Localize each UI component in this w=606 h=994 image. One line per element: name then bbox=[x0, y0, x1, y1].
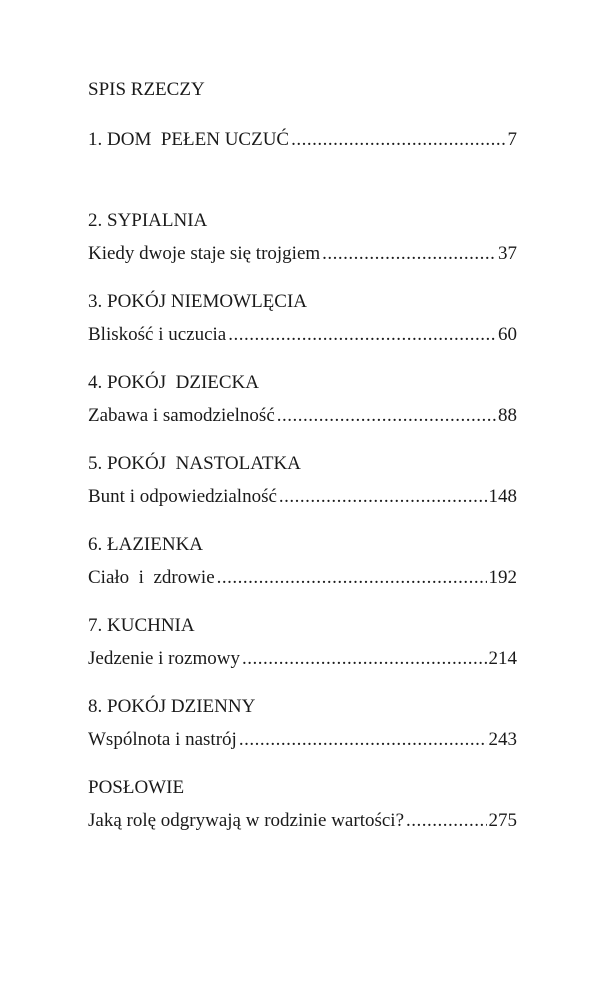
toc-entry[interactable] bbox=[88, 809, 517, 833]
page-number: 60 bbox=[498, 324, 517, 345]
toc-section-2 bbox=[88, 209, 517, 290]
section-heading: 5. POKÓJ NASTOLATKA bbox=[88, 453, 301, 474]
section-heading: 8. POKÓJ DZIENNY bbox=[88, 696, 256, 717]
toc-entry-heading bbox=[88, 452, 517, 476]
toc-section-8 bbox=[88, 695, 517, 776]
toc-section-3 bbox=[88, 290, 517, 371]
toc-entry-heading bbox=[88, 290, 517, 314]
dot-leader bbox=[242, 647, 487, 671]
page-number: 192 bbox=[488, 567, 517, 588]
section-heading: 3. POKÓJ NIEMOWLĘCIA bbox=[88, 291, 308, 312]
toc-section-7 bbox=[88, 614, 517, 695]
toc-entry[interactable] bbox=[88, 485, 517, 509]
section-subtitle: Jaką rolę odgrywają w rodzinie wartości? bbox=[88, 810, 405, 831]
toc-section-9 bbox=[88, 776, 517, 857]
toc-entry-heading bbox=[88, 371, 517, 395]
toc-entry[interactable] bbox=[88, 404, 517, 428]
dot-leader bbox=[279, 485, 487, 509]
toc-section-6 bbox=[88, 533, 517, 614]
toc-entry[interactable] bbox=[88, 728, 517, 752]
page-number: 214 bbox=[488, 648, 517, 669]
section-subtitle: Zabawa i samodzielność bbox=[88, 405, 275, 426]
toc-entry-heading bbox=[88, 209, 517, 233]
toc-entry-heading bbox=[88, 614, 517, 638]
toc-section-5 bbox=[88, 452, 517, 533]
section-subtitle: Wspólnota i nastrój bbox=[88, 729, 237, 750]
toc-entry[interactable] bbox=[88, 647, 517, 671]
section-heading: 2. SYPIALNIA bbox=[88, 210, 208, 231]
section-subtitle: Jedzenie i rozmowy bbox=[88, 648, 240, 669]
section-heading: 4. POKÓJ DZIECKA bbox=[88, 372, 259, 393]
toc-sections bbox=[88, 128, 517, 857]
page-number: 148 bbox=[488, 486, 517, 507]
toc-entry-heading bbox=[88, 533, 517, 557]
toc-entry[interactable] bbox=[88, 566, 517, 590]
toc-section-1 bbox=[88, 128, 517, 209]
section-heading: 6. ŁAZIENKA bbox=[88, 534, 204, 555]
dot-leader bbox=[239, 728, 487, 752]
dot-leader bbox=[217, 566, 487, 590]
section-subtitle: Kiedy dwoje staje się trojgiem bbox=[88, 243, 321, 264]
page-number: 243 bbox=[488, 729, 517, 750]
toc-title: SPIS RZECZY bbox=[88, 79, 205, 100]
dot-leader bbox=[291, 128, 505, 152]
toc-entry[interactable] bbox=[88, 242, 517, 266]
toc-entry[interactable] bbox=[88, 323, 517, 347]
section-subtitle: Bliskość i uczucia bbox=[88, 324, 227, 345]
section-subtitle: Bunt i odpowiedzialność bbox=[88, 486, 277, 507]
toc-entry-heading bbox=[88, 695, 517, 719]
dot-leader bbox=[277, 404, 496, 428]
page-number: 275 bbox=[488, 810, 517, 831]
toc-section-4 bbox=[88, 371, 517, 452]
page-number: 88 bbox=[498, 405, 517, 426]
section-heading: 1. DOM PEŁEN UCZUĆ bbox=[88, 129, 290, 150]
section-heading: 7. KUCHNIA bbox=[88, 615, 195, 636]
section-subtitle: Ciało i zdrowie bbox=[88, 567, 215, 588]
toc-entry-heading[interactable] bbox=[88, 128, 517, 152]
page-number: 37 bbox=[498, 243, 517, 264]
dot-leader bbox=[406, 809, 486, 833]
toc-entry-heading bbox=[88, 776, 517, 800]
dot-leader bbox=[322, 242, 496, 266]
page-number: 7 bbox=[507, 129, 517, 150]
section-heading: POSŁOWIE bbox=[88, 777, 185, 798]
dot-leader bbox=[228, 323, 496, 347]
